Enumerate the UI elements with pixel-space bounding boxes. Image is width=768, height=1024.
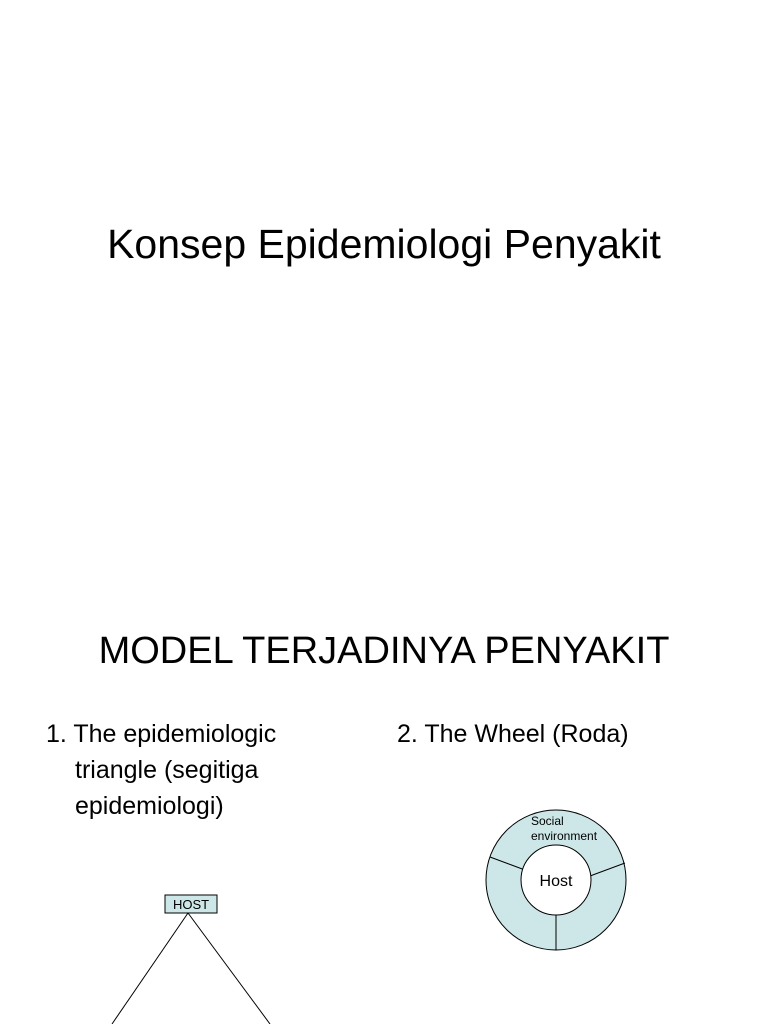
model-1-caption [46,716,366,824]
wheel-outer-label-line-2: environment [531,829,598,843]
model-1-line-1: 1. The epidemiologic [46,720,277,748]
host-box-label: HOST [172,897,210,912]
triangle-diagram [100,890,290,1024]
model-2-caption: 2. The Wheel (Roda) [397,720,629,748]
wheel-center-label: Host [539,873,573,890]
triangle-left-edge [112,913,188,1024]
slide-title: Konsep Epidemiologi Penyakit [107,221,661,267]
model-1-line-2: triangle (segitiga [75,756,259,784]
wheel-diagram [470,800,650,960]
triangle-right-edge [188,913,270,1024]
section-heading: MODEL TERJADINYA PENYAKIT [98,630,670,672]
wheel-outer-label-line-1: Social [531,814,564,828]
model-1-line-3: epidemiologi) [75,792,224,820]
